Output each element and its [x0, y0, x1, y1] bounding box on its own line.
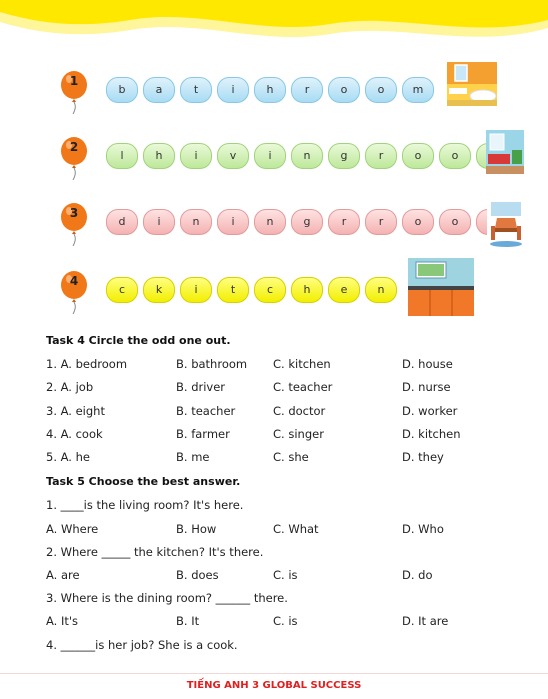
letter-pill: r — [365, 143, 397, 169]
option: D. worker — [402, 404, 458, 418]
letter-pill: e — [328, 277, 360, 303]
letter-pill: i — [217, 77, 249, 103]
task5-answers-2 — [46, 568, 526, 586]
option: A. are — [46, 568, 80, 582]
letter-pill: i — [180, 143, 212, 169]
task5-question-3: 3. Where is the dining room? ______ there. — [46, 591, 288, 605]
option: B. It — [176, 614, 200, 628]
letter-pill: a — [143, 77, 175, 103]
letter-pill: h — [254, 77, 286, 103]
letter-pill: b — [106, 77, 138, 103]
letter-pill: o — [439, 143, 471, 169]
letter-pill: n — [254, 209, 286, 235]
footer-divider — [0, 673, 548, 674]
task4-title: Task 4 Circle the odd one out. — [46, 334, 231, 347]
task4-item-2 — [46, 380, 526, 398]
letter-pill: r — [328, 209, 360, 235]
option: C. is — [273, 568, 298, 582]
task5-question-4: 4. ______is her job? She is a cook. — [46, 638, 238, 652]
option: A. Where — [46, 522, 99, 536]
letter-pill: i — [143, 209, 175, 235]
option: C. What — [273, 522, 319, 536]
letter-pill: h — [143, 143, 175, 169]
option: B. driver — [176, 380, 226, 394]
letter-pill: h — [291, 277, 323, 303]
row-number: 2 — [69, 140, 79, 154]
option: D. do — [402, 568, 433, 582]
letter-pill: r — [291, 77, 323, 103]
letter-pill: d — [106, 209, 138, 235]
letter-pills — [106, 143, 513, 169]
task4-item-5 — [46, 450, 526, 468]
letter-pill: c — [254, 277, 286, 303]
option: B. How — [176, 522, 217, 536]
option: B. does — [176, 568, 219, 582]
option: D. Who — [402, 522, 444, 536]
letter-pill: g — [328, 143, 360, 169]
option: 4. A. cook — [46, 427, 103, 441]
word-row-3 — [0, 200, 548, 250]
task5-question-2: 2. Where _____ the kitchen? It's there. — [46, 545, 264, 559]
word-row-1 — [0, 68, 548, 118]
header-wave-decoration — [0, 0, 548, 60]
option: C. teacher — [273, 380, 333, 394]
letter-pill: g — [291, 209, 323, 235]
letter-pill: t — [180, 77, 212, 103]
task4-item-3 — [46, 404, 526, 422]
option: D. they — [402, 450, 444, 464]
option: 3. A. eight — [46, 404, 105, 418]
letter-pills — [106, 209, 513, 235]
option: C. she — [273, 450, 309, 464]
footer-title: TIẾNG ANH 3 GLOBAL SUCCESS — [186, 680, 362, 691]
dining-room-picture — [487, 200, 525, 248]
option: C. is — [273, 614, 298, 628]
option: 2. A. job — [46, 380, 94, 394]
word-row-4 — [0, 268, 548, 318]
letter-pill: n — [291, 143, 323, 169]
letter-pill: i — [217, 209, 249, 235]
task4-item-1 — [46, 357, 526, 375]
letter-pill: r — [365, 209, 397, 235]
letter-pill: v — [217, 143, 249, 169]
letter-pill: m — [402, 77, 434, 103]
letter-pill: l — [106, 143, 138, 169]
letter-pill: n — [365, 277, 397, 303]
option: 5. A. he — [46, 450, 90, 464]
option: C. singer — [273, 427, 324, 441]
letter-pill: o — [402, 209, 434, 235]
option: B. farmer — [176, 427, 230, 441]
letter-pills — [106, 277, 402, 303]
option: B. bathroom — [176, 357, 248, 371]
option: D. kitchen — [402, 427, 461, 441]
option: B. me — [176, 450, 210, 464]
letter-pill: o — [365, 77, 397, 103]
letter-pill: i — [254, 143, 286, 169]
task5-answers-3 — [46, 614, 526, 632]
letter-pill: t — [217, 277, 249, 303]
row-number: 4 — [69, 274, 79, 288]
option: D. nurse — [402, 380, 451, 394]
option: D. It are — [402, 614, 449, 628]
bathroom-picture — [447, 62, 497, 106]
kitchen-picture — [408, 258, 474, 316]
row-number: 3 — [69, 206, 79, 220]
letter-pill: c — [106, 277, 138, 303]
letter-pill: o — [402, 143, 434, 169]
option: D. house — [402, 357, 453, 371]
option: C. kitchen — [273, 357, 331, 371]
task5-title: Task 5 Choose the best answer. — [46, 475, 241, 488]
task5-answers-1 — [46, 522, 526, 540]
option: A. It's — [46, 614, 79, 628]
task4-item-4 — [46, 427, 526, 445]
letter-pills — [106, 77, 439, 103]
row-number: 1 — [69, 74, 79, 88]
letter-pill: i — [180, 277, 212, 303]
letter-pill: n — [180, 209, 212, 235]
word-row-2 — [0, 134, 548, 184]
letter-pill: o — [439, 209, 471, 235]
letter-pill: o — [328, 77, 360, 103]
letter-pill: k — [143, 277, 175, 303]
option: B. teacher — [176, 404, 236, 418]
option: C. doctor — [273, 404, 326, 418]
task5-question-1: 1. ____is the living room? It's here. — [46, 498, 244, 512]
option: 1. A. bedroom — [46, 357, 128, 371]
living-room-picture — [486, 130, 524, 174]
